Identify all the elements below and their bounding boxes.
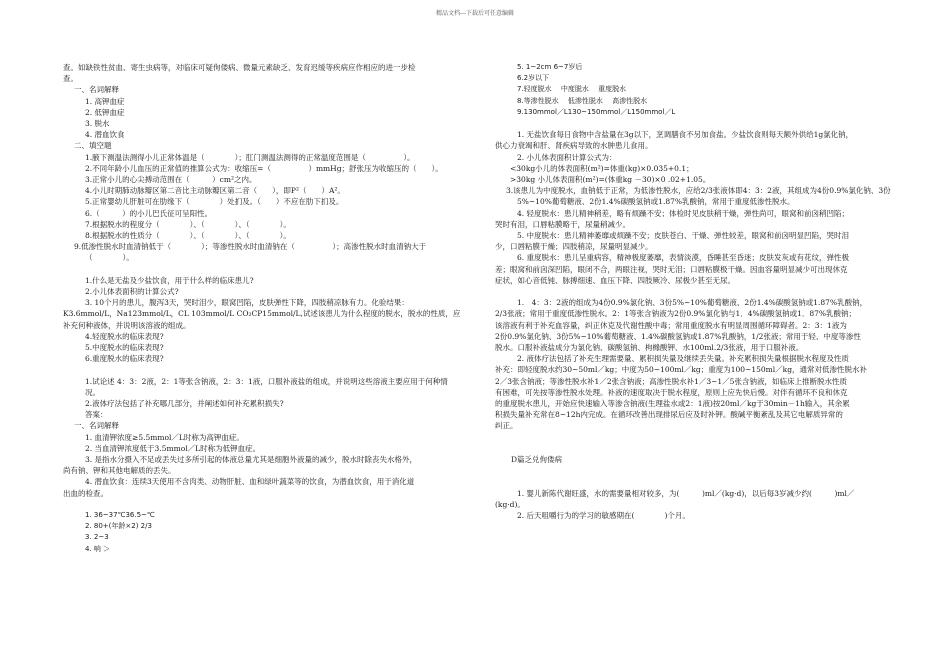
text-line: 2份0.9%氯化钠、3份5%~10%葡萄糖液、1.4%碳酸氢钠或1.87%乳酸钠，1/2张液；常用于轻、中度等渗性	[495, 331, 861, 341]
text-line: 脱水。口服补液盐成分为氯化钠、碳酸氢钠、枸橼酸钾、水100ml.2/3张液，用于口服补液。	[495, 343, 804, 353]
text-line: 纠正。	[495, 421, 518, 431]
text-line: 3. 10个月的患儿，腹泻3天，哭时泪少，眼窝凹陷，皮肤弹性下降，四肢稍凉脉有力。化验结果：	[85, 298, 409, 308]
text-line: 供心力衰竭和肝、肾疾病导致的水肿患儿食用。	[495, 141, 653, 151]
text-line: 2. 后天咀嚼行为的学习的敏感期在( )个月。	[517, 511, 690, 521]
text-line: 4.小儿时期肺动脉瓣区第二音比主动脉瓣区第二音（ ），即P²（ ）A²。	[85, 186, 345, 196]
text-line: 8.根据脱水的性质分（ ）、（ ）、（ ）。	[85, 231, 291, 241]
text-line: 2. 80+(年龄×2) 2/3	[85, 522, 152, 531]
text-line: 查。	[63, 74, 78, 84]
text-line: 4. 响 ＞	[85, 544, 111, 553]
text-line: 1. 高钾血症	[85, 96, 125, 106]
text-line: 5. 中度脱水：患儿精神萎靡或烦躁不安；皮肤苍白、干燥、弹性较差，眼窝和前囟明显凹陷，哭时泪	[517, 231, 850, 241]
text-line: 一、名词解释	[74, 421, 119, 431]
text-line: 答案：	[85, 410, 108, 420]
text-line: 1. 血清钾浓度≥5.5mmol／L时称为高钾血症。	[85, 432, 244, 442]
text-line: 6.重度脱水的临床表现?	[85, 354, 164, 364]
text-line: 少，口唇粘膜干燥；四肢稍凉，尿量明显减少。	[495, 242, 653, 252]
text-line: 8.等渗性脱水 低渗性脱水 高渗性脱水	[517, 96, 648, 105]
text-line: 6.2岁以下	[517, 74, 550, 83]
text-line: 4. 潜血饮食：连续3天使用不含肉类、动物肝脏、血和绿叶蔬菜等的饮食，为潜血饮食，用于消化道	[85, 477, 415, 487]
text-line: 1. 婴儿新陈代谢旺盛，水的需要量相对较多，为( )ml／(kg·d)，以后每3岁减少约( )ml／	[517, 488, 855, 498]
text-line: 积损失量补充常在8~12h内完成。在循环改善出现排尿后应及时补钾。酸碱平衡紊乱及其它电解质异常的	[495, 410, 843, 420]
text-line: 1.什么是无盐及少盐饮食，用于什么样的临床患儿?	[85, 275, 254, 285]
text-line: 7.根据脱水的程度分（ ）、（ ）、（ ）。	[85, 219, 291, 229]
spacer	[495, 286, 893, 297]
text-line: 1. 无盐饮食每日食物中含盐量在3g以下，烹调膳食不另加食盐。少盐饮食则每天额外供给1g氯化钠，	[517, 130, 854, 140]
text-line: 补充：即轻度脱水约30~50ml／kg；中度为50~100ml／kg；重度为100~150ml／kg，通常对低渗性脱水补	[495, 365, 867, 375]
text-line: 2.不同年龄小儿血压的正常值的推算公式为：收缩压=（ ）mmHg；舒张压为收缩压的（ ）。	[85, 163, 443, 173]
right-column	[495, 62, 893, 521]
text-line: 6.（ ）的小儿巴氏征可呈阳性。	[85, 208, 213, 218]
text-line: 的重度脱水患儿，开始应快速输入等渗含钠液(生理盐水或2：1液)按20ml／kg于30min－1h输入，其余累	[495, 399, 850, 409]
text-line: 1.试论述 4：3：2液，2：1等张含钠液，2：3：1液，口服补液盐的组成，并说明这些溶液主要应用于何种情况。	[85, 376, 448, 397]
text-line: 3. 2~3	[85, 533, 109, 542]
text-line: 2. 低钾血症	[85, 107, 125, 117]
spacer	[495, 432, 893, 443]
spacer	[63, 499, 461, 510]
text-line: 1. 36~37℃36.5~℃	[85, 511, 155, 520]
text-line: 5.中度脱水的临床表现?	[85, 343, 164, 353]
spacer	[495, 118, 893, 129]
text-line: 2/3张液；常用于重度低渗性脱水。2：1等张含钠液为2份0.9%氯化钠与1．4%碳酸氢钠或1．87%乳酸钠；	[495, 309, 857, 319]
text-line: 3.该患儿为中度脱水，血钠低于正常，为低渗性脱水，应给2/3张液体即4：3：2液，其组成为4份0.9%氯化钠、3份5%~10%葡萄糖液、2份1.4%碳酸氢钠或1.87%乳酸钠，常用于重度低渗性脱水。	[506, 186, 891, 207]
text-line: 5. 1~2cm 6~7岁后	[517, 63, 583, 71]
text-line: 一、名词解释	[74, 85, 119, 95]
text-line: 4. 轻度脱水：患儿精神稍差，略有烦躁不安；体检时见皮肤稍干燥，弹性尚可，眼窝和前囟稍凹陷；	[517, 208, 850, 218]
text-line: 二、填空题	[74, 141, 112, 151]
spacer	[63, 264, 461, 275]
text-line: 差；眼窝和前囟深凹陷，眼闭不合，两眼注视，哭时无泪；口唇粘膜极干燥。因血容量明显减少可出现休克	[495, 264, 848, 274]
text-line: 哭时有泪，口唇粘膜略干，尿量稍减少。	[495, 219, 630, 229]
text-line: 尚有钠、钾和其他电解质的丢失。	[63, 466, 176, 476]
text-line: (kg·d)。	[495, 499, 525, 509]
text-line: K3.6mmol/L，Na123mmol/L，CL 103mmol/L CO₂CP15mmol/L,试述该患儿为什么程度的脱水，脱水的性质，应补充何种液体，并说明该溶液的组成。	[63, 309, 461, 330]
text-line: >30kg 小儿体表面积(m²)=(体重kg －30)×0 .02+1.05。	[510, 175, 711, 185]
spacer	[495, 443, 893, 454]
text-line: 2. 小儿体表面积计算公式为：	[517, 152, 617, 162]
page-header: 精品文档---下载后可任意编辑	[435, 10, 515, 17]
spacer	[495, 476, 893, 487]
text-line: 7.轻度脱水 中度脱水 重度脱水	[517, 85, 627, 94]
text-line: 出血的检查。	[63, 488, 108, 498]
text-line: D篇乏兑佝偻病	[511, 455, 563, 465]
left-column	[63, 62, 461, 555]
text-line: 2／3张含钠液；等渗性脱水补1／2张含钠液；高渗性脱水补1／3~1／5张含钠液，如临床上推断脱水性质	[495, 376, 847, 386]
text-line: 有困难，可先按等渗性脱水处理。补液的速度取决于脱水程度，原则上应先快后慢。对伴有循环不良和休克	[495, 387, 848, 397]
text-line: 3. 脱水	[85, 119, 110, 129]
spacer	[495, 465, 893, 476]
text-line: 该溶液有利于补充血容量，纠正休克及代谢性酸中毒；常用重度脱水有明显周围循环障碍者。2：3：1液为	[495, 320, 847, 330]
text-line: 症状，如心音低钝、脉搏细速、血压下降、四肢厥冷、尿极少甚至无尿。	[495, 275, 735, 285]
text-line: 5.正常婴幼儿肝脏可在肋缘下（ ）处扪及。（ ）不应在肋下扪及。	[85, 197, 344, 207]
text-line: 2. 当血清钾浓度低于3.5mmol／L时称为低钾血症。	[85, 443, 261, 453]
text-line: 4.轻度脱水的临床表现?	[85, 331, 164, 341]
text-line: 4. 潜血饮食	[85, 130, 125, 140]
text-line: 9.低渗性脱水时血清钠低于（ ）；等渗性脱水时血清钠在（ ）；高渗性脱水时血清钠大于（ ）。	[74, 242, 427, 263]
text-line: <30kg小儿的体表面积(m²)=体重(kg)×0.035+0.1；	[510, 163, 694, 173]
text-line: 3.正常小儿的心尖搏动范围在（ ）cm²之内。	[85, 175, 257, 185]
spacer	[63, 364, 461, 375]
text-line: 9.130mmol／L130~150mmol／L150mmol／L	[517, 107, 676, 116]
text-line: 1.腋下测温法测得小儿正常体温是（ ）；肛门测温法测得的正常温度范围是（ ）。	[85, 152, 415, 162]
text-line: 3. 是指水分摄入不足或丢失过多所引起的体液总量尤其是细胞外液量的减少，脱水时除丧失水格外，	[85, 455, 418, 465]
text-line: 查。如缺铁性贫血、寄生虫病等，对临床可疑佝偻病、微量元素缺乏、发育迟缓等疾病应作相应的进一步检	[63, 63, 416, 72]
text-line: 2. 液体疗法包括了补充生理需要量、累积损失量及继续丢失量。补充累积损失量根据脱水程度及性质	[517, 354, 850, 364]
text-line: 6. 重度脱水：患儿呈重病容，精神极度萎靡，表情淡漠，昏睡甚至昏迷；皮肤发灰或有花纹，弹性极	[517, 253, 850, 263]
text-line: 2.小儿体表面积的计算公式?	[85, 287, 179, 297]
text-line: 2.液体疗法包括了补充哪几部分，并阐述如何补充累积损失?	[85, 399, 284, 409]
text-line: 1. 4：3：2液的组成为4份0.9%氯化钠、3份5%~10%葡萄糖液、2份1.4%碳酸氢钠或1.87%乳酸钠，	[517, 298, 868, 308]
